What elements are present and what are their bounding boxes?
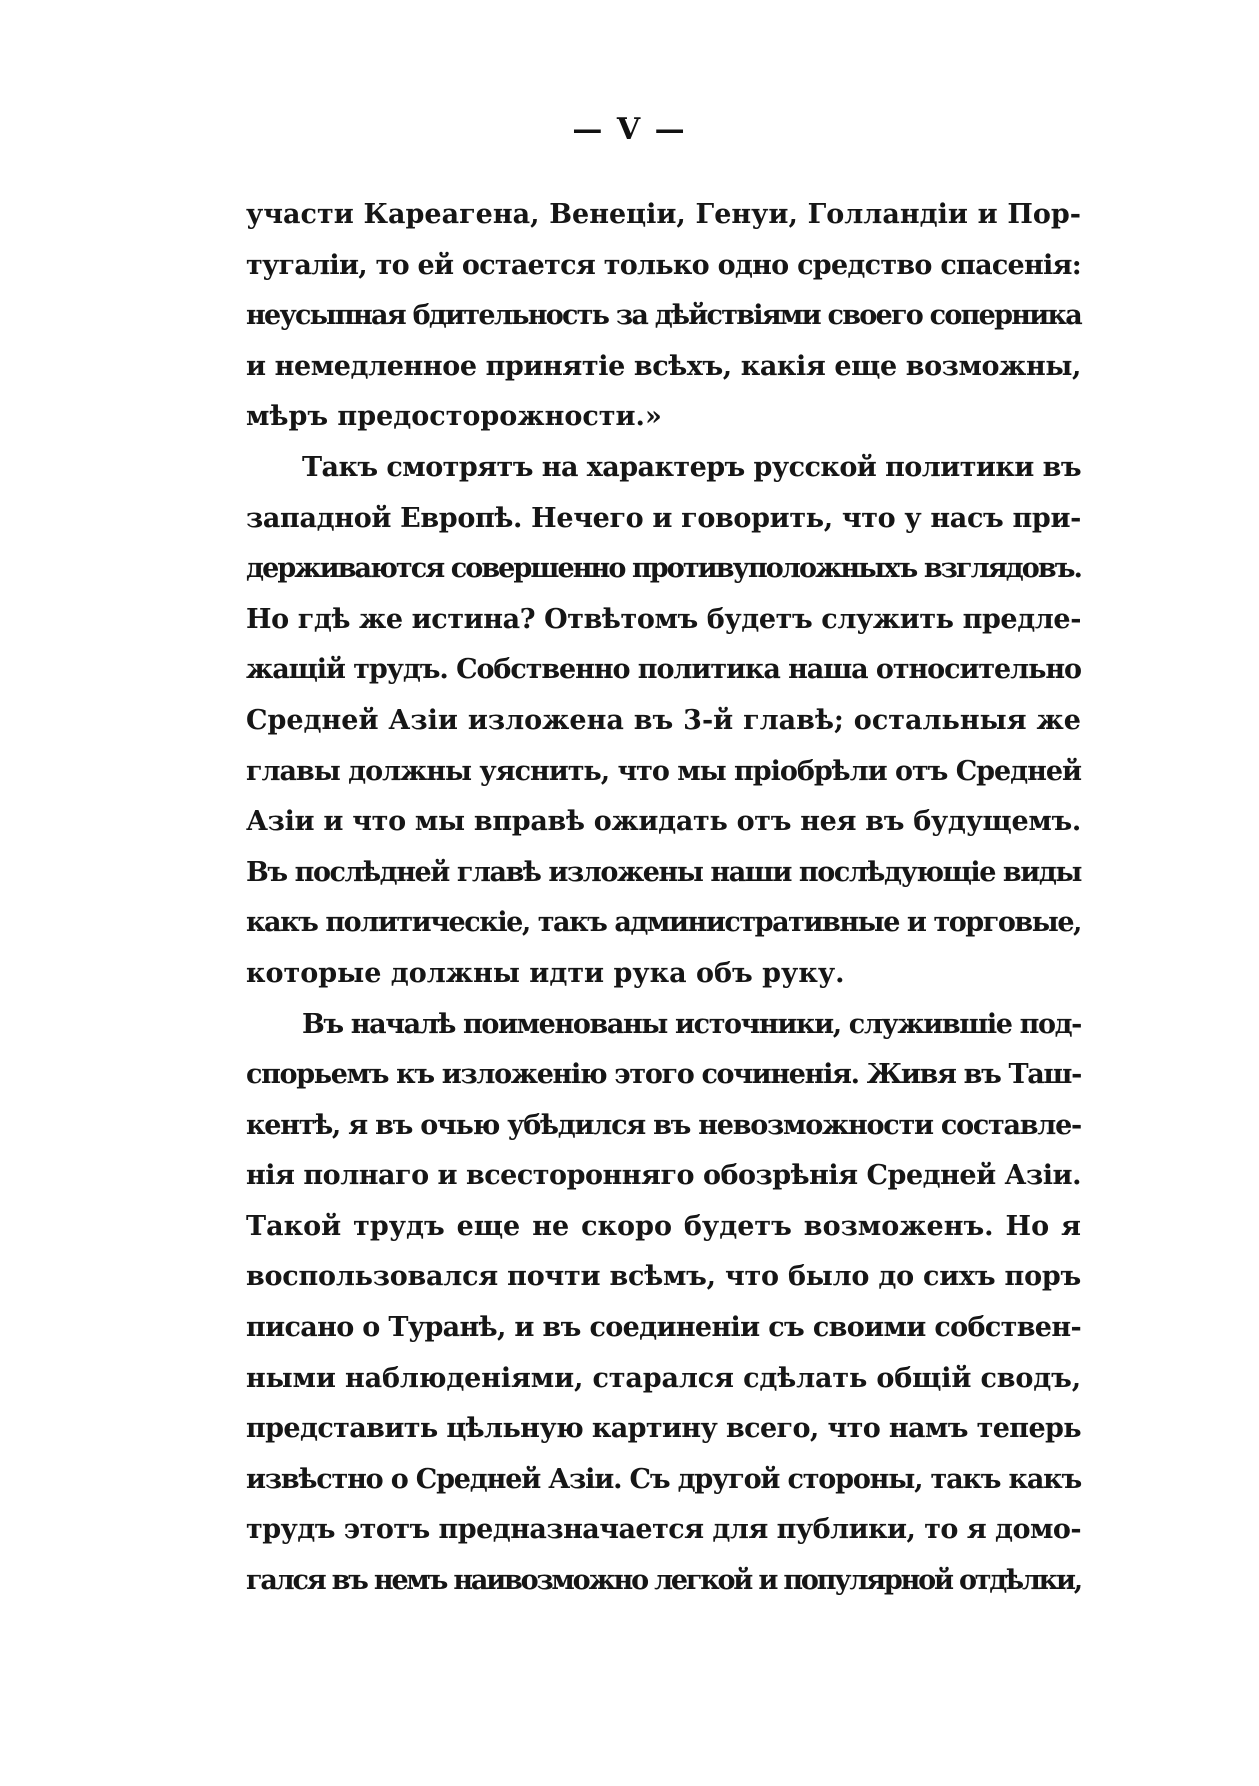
text-line: нія полнаго и всесторонняго обозрѣнія Средней Азіи. <box>246 1160 1081 1192</box>
text-line: гался въ немъ наивозможно легкой и популярной отдѣлки, <box>246 1565 1081 1597</box>
text-line: какъ политическіе, такъ административные и торговые, <box>246 907 1081 939</box>
text-line: извѣстно о Средней Азіи. Съ другой стороны, такъ какъ <box>246 1463 1081 1495</box>
text-line: тугаліи, то ей остается только одно средство спасенія: <box>246 249 1082 281</box>
text-line: держиваются совершенно противуположныхъ взглядовъ. <box>246 553 1081 585</box>
text-line: мѣръ предосторожности.» <box>246 401 662 433</box>
text-line: Такъ смотрятъ на характеръ русской политики въ <box>302 451 1081 483</box>
text-line: Азіи и что мы вправѣ ожидать отъ нея въ будущемъ. <box>246 806 1081 838</box>
text-line: воспользовался почти всѣмъ, что было до сихъ поръ <box>246 1261 1081 1293</box>
text-line: которые должны идти рука объ руку. <box>246 957 845 989</box>
text-line: спорьемъ къ изложенію этого сочиненія. Живя въ Таш- <box>246 1059 1081 1091</box>
text-line: главы должны уяснить, что мы пріобрѣли отъ Средней <box>246 755 1081 787</box>
text-line: Такой трудъ еще не скоро будетъ возможенъ. Но я <box>246 1210 1081 1242</box>
body-text <box>246 190 1081 1607</box>
text-line: Въ послѣдней главѣ изложены наши послѣдующіе виды <box>246 856 1081 888</box>
page-number: — V — <box>572 112 687 147</box>
text-line: и немедленное принятіе всѣхъ, какія еще возможны, <box>246 350 1081 382</box>
text-line: ными наблюденіями, старался сдѣлать общій сводъ, <box>246 1362 1081 1394</box>
text-line: писано о Туранѣ, и въ соединеніи съ своими собствен- <box>246 1312 1081 1344</box>
text-line: Средней Азіи изложена въ 3-й главѣ; остальныя же <box>246 704 1081 736</box>
text-line: Но гдѣ же истина? Отвѣтомъ будетъ служить предле- <box>246 603 1081 635</box>
text-line: кентѣ, я въ очью убѣдился въ невозможности составле- <box>246 1109 1081 1141</box>
text-line: трудъ этотъ предназначается для публики, то я домо- <box>246 1514 1081 1546</box>
text-line: жащій трудъ. Собственно политика наша относительно <box>246 654 1081 686</box>
text-line: неусыпная бдительность за дѣйствіями своего соперника <box>246 300 1081 332</box>
text-line: представить цѣльную картину всего, что намъ теперь <box>246 1413 1081 1445</box>
text-line: участи Кареагена, Венеціи, Генуи, Голландіи и Пор- <box>246 199 1081 230</box>
text-line: западной Европѣ. Нечего и говорить, что у насъ при- <box>246 502 1081 534</box>
text-line: Въ началѣ поименованы источники, служившіе под- <box>302 1008 1081 1040</box>
